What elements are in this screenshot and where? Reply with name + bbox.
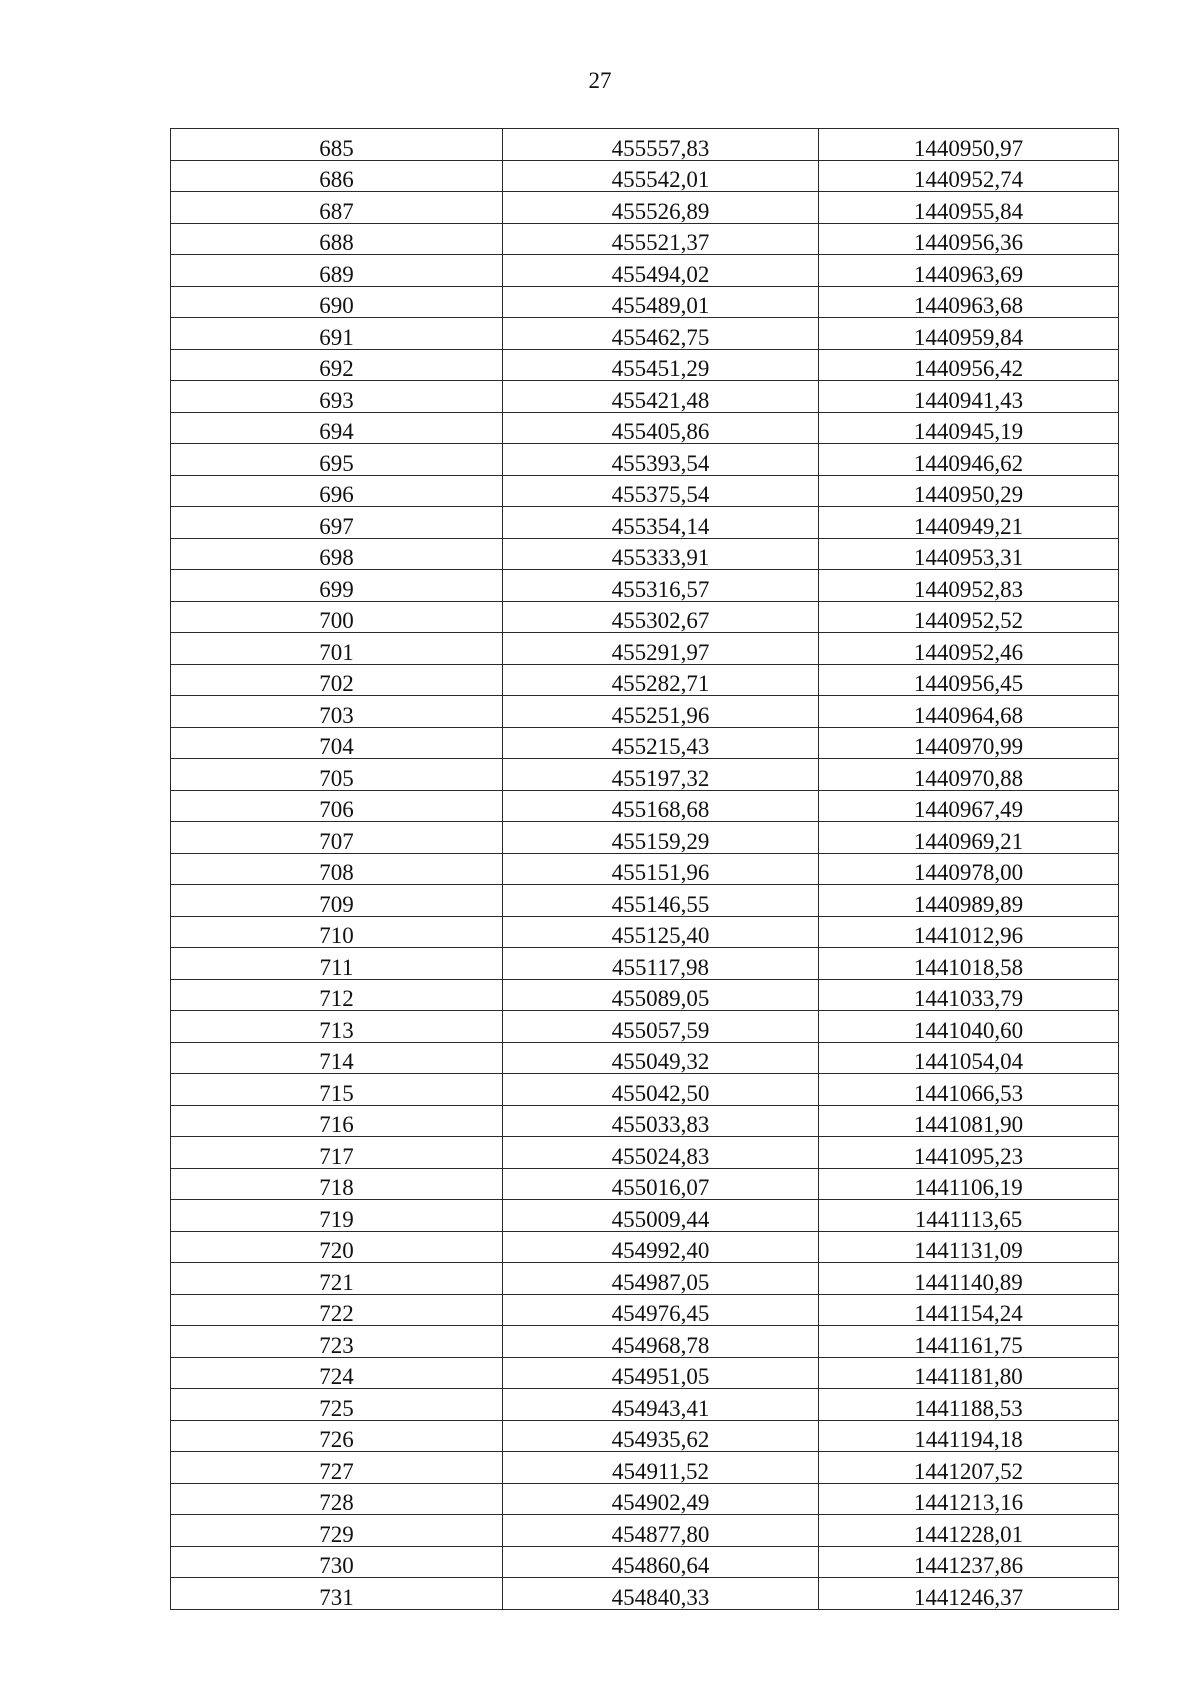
y-coordinate-cell: 1441106,19	[819, 1168, 1119, 1200]
table-row	[171, 1357, 1119, 1389]
y-coordinate-cell: 1440956,42	[819, 349, 1119, 381]
point-number-cell: 729	[171, 1515, 503, 1547]
point-number-cell: 725	[171, 1389, 503, 1421]
point-number-cell: 713	[171, 1011, 503, 1043]
x-coordinate-cell: 455462,75	[503, 318, 819, 350]
point-number-cell: 718	[171, 1168, 503, 1200]
x-coordinate-cell: 454840,33	[503, 1578, 819, 1610]
point-number-cell: 686	[171, 160, 503, 192]
point-number-cell: 687	[171, 192, 503, 224]
y-coordinate-cell: 1440970,88	[819, 759, 1119, 791]
point-number-cell: 702	[171, 664, 503, 696]
table-row	[171, 1011, 1119, 1043]
point-number-cell: 690	[171, 286, 503, 318]
table-row	[171, 1105, 1119, 1137]
table-row	[171, 1231, 1119, 1263]
point-number-cell: 701	[171, 633, 503, 665]
x-coordinate-cell: 455542,01	[503, 160, 819, 192]
x-coordinate-cell: 454902,49	[503, 1483, 819, 1515]
table-row	[171, 381, 1119, 413]
y-coordinate-cell: 1441095,23	[819, 1137, 1119, 1169]
table-row	[171, 1074, 1119, 1106]
point-number-cell: 696	[171, 475, 503, 507]
x-coordinate-cell: 455316,57	[503, 570, 819, 602]
y-coordinate-cell: 1441194,18	[819, 1420, 1119, 1452]
x-coordinate-cell: 455251,96	[503, 696, 819, 728]
point-number-cell: 717	[171, 1137, 503, 1169]
x-coordinate-cell: 455151,96	[503, 853, 819, 885]
table-row	[171, 759, 1119, 791]
table-row	[171, 948, 1119, 980]
table-row	[171, 1452, 1119, 1484]
y-coordinate-cell: 1440953,31	[819, 538, 1119, 570]
y-coordinate-cell: 1441154,24	[819, 1294, 1119, 1326]
point-number-cell: 723	[171, 1326, 503, 1358]
point-number-cell: 707	[171, 822, 503, 854]
y-coordinate-cell: 1441161,75	[819, 1326, 1119, 1358]
table-row	[171, 1294, 1119, 1326]
y-coordinate-cell: 1440978,00	[819, 853, 1119, 885]
point-number-cell: 712	[171, 979, 503, 1011]
y-coordinate-cell: 1441040,60	[819, 1011, 1119, 1043]
point-number-cell: 711	[171, 948, 503, 980]
point-number-cell: 716	[171, 1105, 503, 1137]
page-number: 27	[588, 68, 612, 93]
y-coordinate-cell: 1440959,84	[819, 318, 1119, 350]
y-coordinate-cell: 1441228,01	[819, 1515, 1119, 1547]
table-row	[171, 664, 1119, 696]
x-coordinate-cell: 455421,48	[503, 381, 819, 413]
x-coordinate-cell: 454992,40	[503, 1231, 819, 1263]
y-coordinate-cell: 1441181,80	[819, 1357, 1119, 1389]
x-coordinate-cell: 455042,50	[503, 1074, 819, 1106]
table-row	[171, 412, 1119, 444]
y-coordinate-cell: 1441033,79	[819, 979, 1119, 1011]
table-row	[171, 1389, 1119, 1421]
y-coordinate-cell: 1440945,19	[819, 412, 1119, 444]
point-number-cell: 730	[171, 1546, 503, 1578]
y-coordinate-cell: 1441213,16	[819, 1483, 1119, 1515]
y-coordinate-cell: 1441188,53	[819, 1389, 1119, 1421]
y-coordinate-cell: 1441237,86	[819, 1546, 1119, 1578]
point-number-cell: 721	[171, 1263, 503, 1295]
x-coordinate-cell: 455354,14	[503, 507, 819, 539]
point-number-cell: 700	[171, 601, 503, 633]
table-row	[171, 1137, 1119, 1169]
y-coordinate-cell: 1441081,90	[819, 1105, 1119, 1137]
x-coordinate-cell: 455521,37	[503, 223, 819, 255]
point-number-cell: 722	[171, 1294, 503, 1326]
x-coordinate-cell: 454976,45	[503, 1294, 819, 1326]
table-row	[171, 1263, 1119, 1295]
x-coordinate-cell: 455215,43	[503, 727, 819, 759]
y-coordinate-cell: 1440950,29	[819, 475, 1119, 507]
y-coordinate-cell: 1440969,21	[819, 822, 1119, 854]
x-coordinate-cell: 455159,29	[503, 822, 819, 854]
coordinates-table-body	[171, 129, 1119, 1610]
point-number-cell: 719	[171, 1200, 503, 1232]
point-number-cell: 694	[171, 412, 503, 444]
table-row	[171, 475, 1119, 507]
table-row	[171, 286, 1119, 318]
point-number-cell: 695	[171, 444, 503, 476]
x-coordinate-cell: 455024,83	[503, 1137, 819, 1169]
x-coordinate-cell: 455282,71	[503, 664, 819, 696]
x-coordinate-cell: 454968,78	[503, 1326, 819, 1358]
y-coordinate-cell: 1440941,43	[819, 381, 1119, 413]
point-number-cell: 685	[171, 129, 503, 161]
x-coordinate-cell: 455049,32	[503, 1042, 819, 1074]
table-row	[171, 1578, 1119, 1610]
x-coordinate-cell: 455333,91	[503, 538, 819, 570]
x-coordinate-cell: 455375,54	[503, 475, 819, 507]
x-coordinate-cell: 455197,32	[503, 759, 819, 791]
x-coordinate-cell: 455489,01	[503, 286, 819, 318]
table-row	[171, 822, 1119, 854]
table-row	[171, 1042, 1119, 1074]
x-coordinate-cell: 455557,83	[503, 129, 819, 161]
y-coordinate-cell: 1440964,68	[819, 696, 1119, 728]
x-coordinate-cell: 455451,29	[503, 349, 819, 381]
point-number-cell: 703	[171, 696, 503, 728]
table-row	[171, 885, 1119, 917]
x-coordinate-cell: 455057,59	[503, 1011, 819, 1043]
table-row	[171, 790, 1119, 822]
point-number-cell: 709	[171, 885, 503, 917]
x-coordinate-cell: 454951,05	[503, 1357, 819, 1389]
y-coordinate-cell: 1440955,84	[819, 192, 1119, 224]
table-row	[171, 979, 1119, 1011]
x-coordinate-cell: 455033,83	[503, 1105, 819, 1137]
x-coordinate-cell: 454987,05	[503, 1263, 819, 1295]
point-number-cell: 692	[171, 349, 503, 381]
point-number-cell: 724	[171, 1357, 503, 1389]
table-row	[171, 223, 1119, 255]
table-row	[171, 1326, 1119, 1358]
table-row	[171, 601, 1119, 633]
y-coordinate-cell: 1441207,52	[819, 1452, 1119, 1484]
y-coordinate-cell: 1441018,58	[819, 948, 1119, 980]
y-coordinate-cell: 1441140,89	[819, 1263, 1119, 1295]
point-number-cell: 688	[171, 223, 503, 255]
table-row	[171, 160, 1119, 192]
table-row	[171, 570, 1119, 602]
point-number-cell: 720	[171, 1231, 503, 1263]
x-coordinate-cell: 454911,52	[503, 1452, 819, 1484]
point-number-cell: 689	[171, 255, 503, 287]
y-coordinate-cell: 1440956,45	[819, 664, 1119, 696]
x-coordinate-cell: 455089,05	[503, 979, 819, 1011]
table-row	[171, 349, 1119, 381]
x-coordinate-cell: 454943,41	[503, 1389, 819, 1421]
point-number-cell: 710	[171, 916, 503, 948]
table-row	[171, 538, 1119, 570]
y-coordinate-cell: 1440952,52	[819, 601, 1119, 633]
table-row	[171, 444, 1119, 476]
y-coordinate-cell: 1441131,09	[819, 1231, 1119, 1263]
y-coordinate-cell: 1441012,96	[819, 916, 1119, 948]
y-coordinate-cell: 1441054,04	[819, 1042, 1119, 1074]
x-coordinate-cell: 455405,86	[503, 412, 819, 444]
table-row	[171, 1515, 1119, 1547]
table-row	[171, 507, 1119, 539]
table-row	[171, 727, 1119, 759]
table-row	[171, 255, 1119, 287]
table-row	[171, 633, 1119, 665]
x-coordinate-cell: 455125,40	[503, 916, 819, 948]
table-row	[171, 853, 1119, 885]
x-coordinate-cell: 455168,68	[503, 790, 819, 822]
point-number-cell: 697	[171, 507, 503, 539]
point-number-cell: 715	[171, 1074, 503, 1106]
table-row	[171, 129, 1119, 161]
x-coordinate-cell: 455016,07	[503, 1168, 819, 1200]
point-number-cell: 691	[171, 318, 503, 350]
y-coordinate-cell: 1440963,69	[819, 255, 1119, 287]
y-coordinate-cell: 1440952,83	[819, 570, 1119, 602]
y-coordinate-cell: 1440970,99	[819, 727, 1119, 759]
point-number-cell: 693	[171, 381, 503, 413]
y-coordinate-cell: 1441113,65	[819, 1200, 1119, 1232]
point-number-cell: 714	[171, 1042, 503, 1074]
y-coordinate-cell: 1440956,36	[819, 223, 1119, 255]
table-row	[171, 1168, 1119, 1200]
x-coordinate-cell: 454935,62	[503, 1420, 819, 1452]
x-coordinate-cell: 455494,02	[503, 255, 819, 287]
coordinates-table	[170, 128, 1119, 1610]
x-coordinate-cell: 455302,67	[503, 601, 819, 633]
point-number-cell: 731	[171, 1578, 503, 1610]
y-coordinate-cell: 1440963,68	[819, 286, 1119, 318]
table-row	[171, 1420, 1119, 1452]
y-coordinate-cell: 1441066,53	[819, 1074, 1119, 1106]
point-number-cell: 708	[171, 853, 503, 885]
x-coordinate-cell: 455146,55	[503, 885, 819, 917]
point-number-cell: 728	[171, 1483, 503, 1515]
point-number-cell: 699	[171, 570, 503, 602]
x-coordinate-cell: 454860,64	[503, 1546, 819, 1578]
table-row	[171, 916, 1119, 948]
point-number-cell: 726	[171, 1420, 503, 1452]
point-number-cell: 704	[171, 727, 503, 759]
table-row	[171, 192, 1119, 224]
point-number-cell: 706	[171, 790, 503, 822]
x-coordinate-cell: 455526,89	[503, 192, 819, 224]
y-coordinate-cell: 1440989,89	[819, 885, 1119, 917]
point-number-cell: 727	[171, 1452, 503, 1484]
y-coordinate-cell: 1440952,46	[819, 633, 1119, 665]
table-row	[171, 1483, 1119, 1515]
x-coordinate-cell: 455393,54	[503, 444, 819, 476]
x-coordinate-cell: 455117,98	[503, 948, 819, 980]
y-coordinate-cell: 1441246,37	[819, 1578, 1119, 1610]
y-coordinate-cell: 1440967,49	[819, 790, 1119, 822]
y-coordinate-cell: 1440949,21	[819, 507, 1119, 539]
table-row	[171, 1200, 1119, 1232]
point-number-cell: 698	[171, 538, 503, 570]
table-row	[171, 1546, 1119, 1578]
x-coordinate-cell: 455291,97	[503, 633, 819, 665]
y-coordinate-cell: 1440952,74	[819, 160, 1119, 192]
y-coordinate-cell: 1440950,97	[819, 129, 1119, 161]
point-number-cell: 705	[171, 759, 503, 791]
x-coordinate-cell: 454877,80	[503, 1515, 819, 1547]
table-row	[171, 318, 1119, 350]
y-coordinate-cell: 1440946,62	[819, 444, 1119, 476]
table-row	[171, 696, 1119, 728]
x-coordinate-cell: 455009,44	[503, 1200, 819, 1232]
